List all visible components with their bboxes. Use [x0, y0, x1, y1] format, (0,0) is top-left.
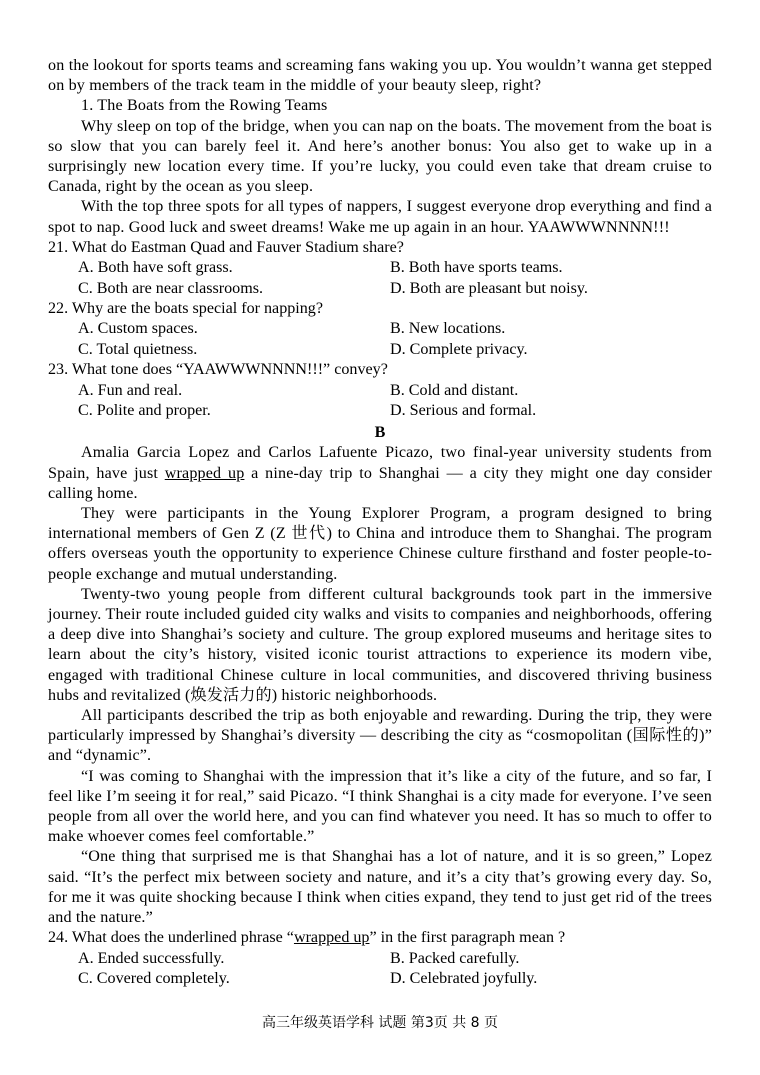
question-22-stem: 22. Why are the boats special for napping?	[48, 300, 323, 318]
question-24-option-c[interactable]: C. Covered completely.	[78, 970, 230, 988]
passage-a-paragraph-boats: Why sleep on top of the bridge, when you can nap on the boats. The movement from the boat is so slow that you can barely feel it. And here’s another bonus: You also get to wake up in a surprisingly new location every time. If you’re lucky, you could even take that dream cruise to Canada, right by the ocean as you sleep.	[48, 117, 712, 196]
passage-b-p1-after: a nine-day trip to Shanghai — a city they might one day consider calling home.	[48, 464, 713, 502]
question-21-option-c[interactable]: C. Both are near classrooms.	[78, 279, 264, 297]
passage-b-paragraph-6: “One thing that surprised me is that Shanghai has a lot of nature, and it is so green,” Lopez said. “It’s the perfect mix between society and nature, and it’s a city that’s growing every day. So, for me it was quite shocking because I think when cities expand, they tend to just get rid of the trees and the nature.”	[48, 848, 712, 927]
question-21-options-row-2	[48, 279, 712, 299]
question-23-option-b[interactable]: B. Cold and distant.	[390, 381, 519, 399]
question-23-option-a[interactable]: A. Fun and real.	[78, 381, 183, 399]
question-23-option-c[interactable]: C. Polite and proper.	[78, 402, 211, 419]
question-22-option-c[interactable]: C. Total quietness.	[78, 340, 198, 358]
passage-b-paragraph-5: “I was coming to Shanghai with the impression that it’s like a city of the future, and so far, I feel like I’m seeing it for real,” said Picazo. “I think Shanghai is a city made for everyone. I’ve seen people from all over the world here, and you can find whatever you need. It has so much to offer to make whoever comes feel comfortable.”	[48, 767, 712, 846]
question-23-options-row-1	[48, 381, 712, 401]
question-24-option-d[interactable]: D. Celebrated joyfully.	[390, 970, 538, 988]
passage-b-heading: B	[374, 424, 386, 442]
question-21-options-row-1	[48, 258, 712, 278]
question-23-options-row-2	[48, 401, 712, 421]
question-21-option-d[interactable]: D. Both are pleasant but noisy.	[390, 279, 588, 297]
question-24-underlined-phrase: wrapped up	[293, 929, 370, 947]
question-21-option-a[interactable]: A. Both have soft grass.	[78, 259, 233, 277]
question-24-stem-before: 24. What does the underlined phrase “	[48, 929, 294, 947]
question-22-options-row-2	[48, 340, 712, 360]
passage-b-paragraph-3: Twenty-two young people from different cultural backgrounds took part in the immersive journey. Their route included guided city walks and visits to companies and neighborhoods, offering a deep dive into Shanghai’s society and culture. The group explored museums and heritage sites to learn about the city’s history, visited iconic tourist attractions to experience its modern vibe, engaged with traditional Chinese culture in local communities, and discovered thriving business hubs and revitalized (焕发活力的) historic neighborhoods.	[48, 585, 712, 704]
question-22-option-a[interactable]: A. Custom spaces.	[78, 320, 198, 338]
question-24-stem	[48, 928, 712, 948]
question-23-option-d[interactable]: D. Serious and formal.	[390, 402, 537, 419]
exam-page-body	[48, 56, 712, 989]
passage-a-subheading-boats: 1. The Boats from the Rowing Teams	[81, 97, 328, 115]
passage-a-paragraph-1: on the lookout for sports teams and screaming fans waking you up. You wouldn’t wanna get stepped on by members of the track team in the middle of your beauty sleep, right?	[48, 57, 712, 95]
question-21-stem: 21. What do Eastman Quad and Fauver Stadium share?	[48, 238, 404, 256]
passage-b-paragraph-1	[48, 443, 712, 504]
passage-b-paragraph-2: They were participants in the Young Explorer Program, a program designed to bring international members of Gen Z (Z 世代) to China and introduce them to Shanghai. The program offers overseas youth the opportunity to experience Chinese culture firsthand and foster people-to-people exchange and mutual understanding.	[48, 505, 712, 583]
question-22-option-d[interactable]: D. Complete privacy.	[390, 340, 528, 358]
passage-b-paragraph-4: All participants described the trip as both enjoyable and rewarding. During the trip, they were particularly impressed by Shanghai’s diversity — describing the city as “cosmopolitan (国际性的)” and “dynamic”.	[48, 707, 712, 765]
underlined-phrase-wrapped-up: wrapped up	[164, 464, 245, 482]
question-24-stem-after: ” in the first paragraph mean ?	[369, 929, 566, 947]
question-24-options-row-2	[48, 969, 712, 989]
question-21-option-b[interactable]: B. Both have sports teams.	[390, 259, 563, 277]
question-23-stem: 23. What tone does “YAAWWWNNNN!!!” convey?	[48, 361, 388, 379]
page-footer: 高三年级英语学科 试题 第3页 共 8 页	[261, 1015, 499, 1031]
question-24-option-b[interactable]: B. Packed carefully.	[390, 949, 520, 967]
passage-a-paragraph-closing: With the top three spots for all types of nappers, I suggest everyone drop everything and find a spot to nap. Good luck and sweet dreams! Wake me up again in an hour. YAAWWWNNNN!!!	[48, 198, 712, 236]
question-22-option-b[interactable]: B. New locations.	[390, 320, 506, 338]
question-24-option-a[interactable]: A. Ended successfully.	[78, 949, 225, 967]
question-24-options-row-1	[48, 949, 712, 969]
question-22-options-row-1	[48, 319, 712, 339]
passage-b-p1-before: Amalia Garcia Lopez and Carlos Lafuente Picazo, two final-year university students from Spain, have just	[48, 444, 712, 482]
